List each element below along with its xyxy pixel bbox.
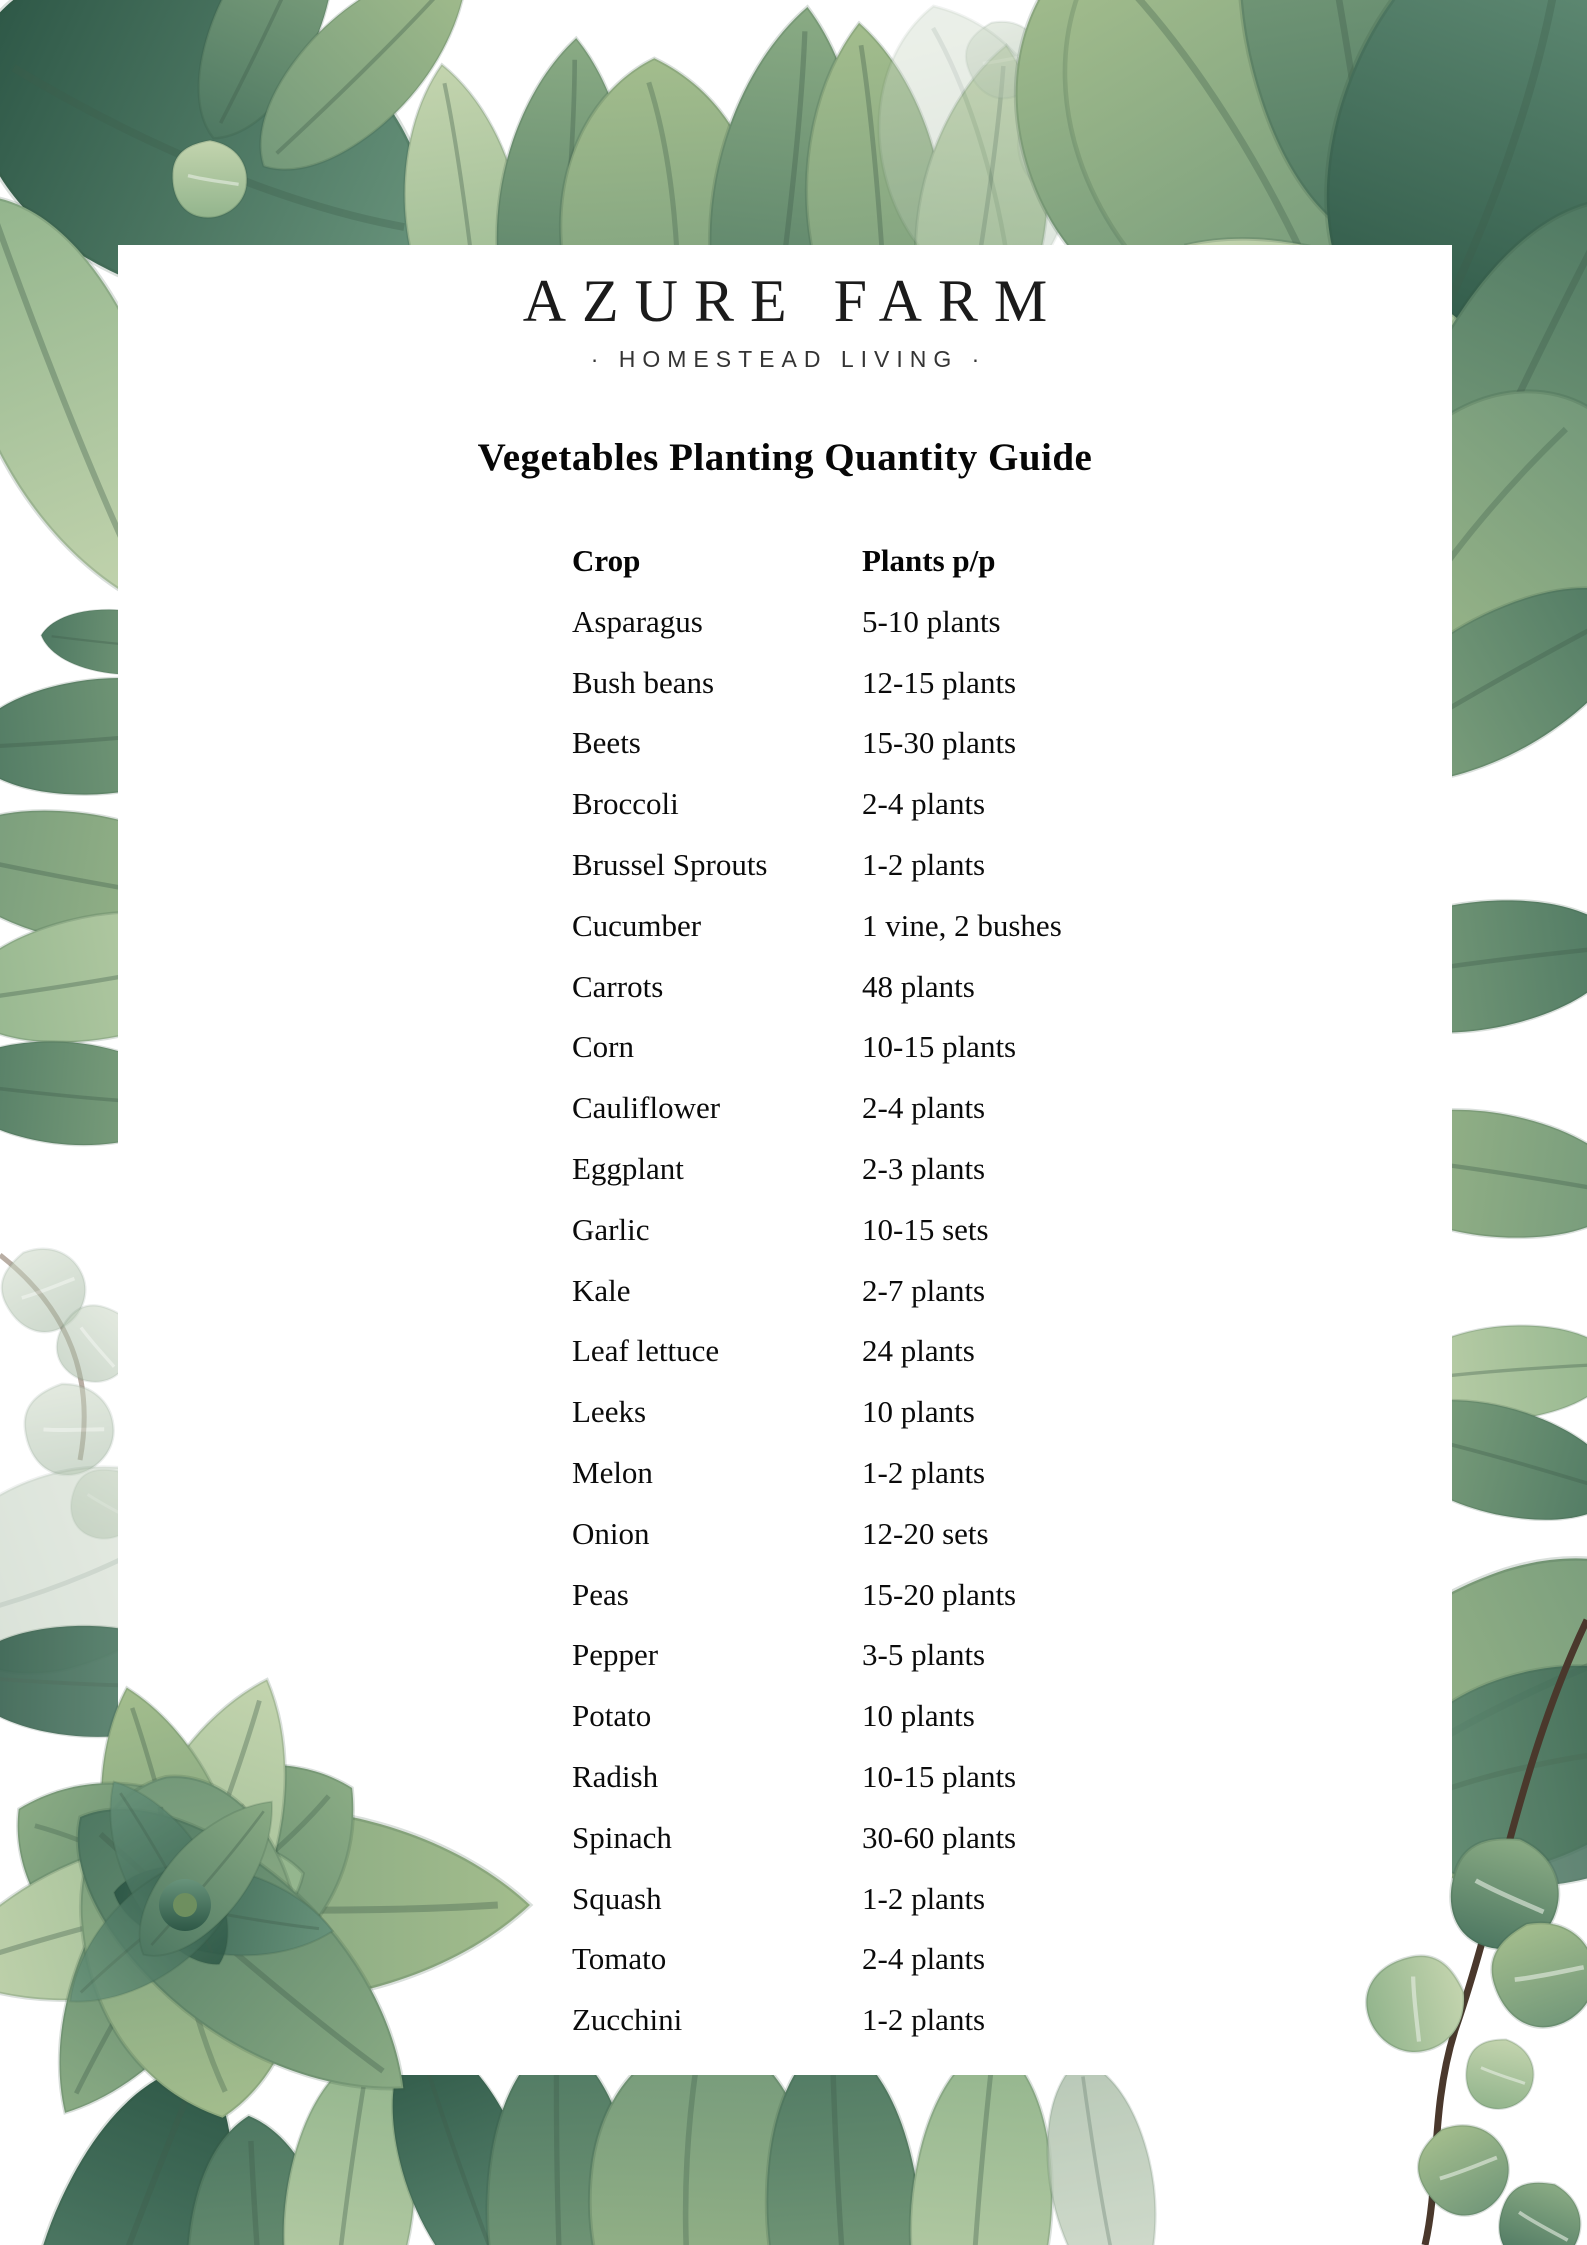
crop-quantity: 1-2 plants	[862, 846, 986, 882]
crop-name: Tomato	[572, 1941, 667, 1977]
crop-name: Zucchini	[572, 2002, 683, 2038]
crop-name: Leaf lettuce	[572, 1333, 720, 1369]
table-row	[572, 604, 1192, 665]
crop-quantity: 30-60 plants	[862, 1819, 1017, 1855]
table-row	[572, 725, 1192, 786]
crop-name: Broccoli	[572, 786, 679, 822]
crop-name: Peas	[572, 1576, 629, 1612]
brand-tagline: · HOMESTEAD LIVING ·	[590, 346, 987, 372]
crop-quantity: 3-5 plants	[862, 1637, 986, 1673]
crop-name: Kale	[572, 1272, 631, 1308]
crop-name: Asparagus	[572, 603, 703, 639]
table-row	[572, 1516, 1192, 1577]
crop-quantity: 48 plants	[862, 968, 975, 1004]
crop-quantity-table	[572, 543, 1192, 2063]
table-row	[572, 1698, 1192, 1759]
crop-quantity: 15-30 plants	[862, 725, 1017, 761]
crop-name: Melon	[572, 1454, 653, 1490]
crop-quantity: 5-10 plants	[862, 603, 1001, 639]
table-row	[572, 1941, 1192, 2002]
table-row	[572, 1759, 1192, 1820]
table-row	[572, 1212, 1192, 1273]
crop-name: Spinach	[572, 1819, 672, 1855]
crop-quantity: 1 vine, 2 bushes	[862, 907, 1062, 943]
table-row	[572, 1637, 1192, 1698]
table-row	[572, 1455, 1192, 1516]
table-row	[572, 847, 1192, 908]
table-row	[572, 1090, 1192, 1151]
crop-quantity: 1-2 plants	[862, 1880, 986, 1916]
crop-name: Cauliflower	[572, 1090, 721, 1126]
table-row	[572, 786, 1192, 847]
crop-quantity: 1-2 plants	[862, 1454, 986, 1490]
crop-name: Beets	[572, 725, 641, 761]
crop-name: Radish	[572, 1758, 659, 1794]
column-header-crop: Crop	[572, 543, 641, 578]
table-row	[572, 1820, 1192, 1881]
brand-logo	[118, 268, 1452, 371]
table-row	[572, 1394, 1192, 1455]
crop-quantity: 10-15 sets	[862, 1211, 989, 1247]
table-row	[572, 1881, 1192, 1942]
table-row	[572, 1577, 1192, 1638]
crop-quantity: 10-15 plants	[862, 1029, 1017, 1065]
crop-name: Garlic	[572, 1211, 650, 1247]
crop-quantity: 12-20 sets	[862, 1515, 989, 1551]
crop-name: Bush beans	[572, 664, 715, 700]
brand-name: AZURE FARM	[522, 268, 1064, 334]
crop-quantity: 10-15 plants	[862, 1758, 1017, 1794]
crop-name: Cucumber	[572, 907, 702, 943]
crop-name: Leeks	[572, 1394, 647, 1430]
crop-quantity: 24 plants	[862, 1333, 975, 1369]
crop-quantity: 2-7 plants	[862, 1272, 986, 1308]
crop-name: Potato	[572, 1698, 652, 1734]
crop-name: Eggplant	[572, 1150, 684, 1186]
crop-quantity: 12-15 plants	[862, 664, 1017, 700]
table-row	[572, 908, 1192, 969]
crop-quantity: 2-3 plants	[862, 1150, 986, 1186]
crop-quantity: 1-2 plants	[862, 2002, 986, 2038]
table-row	[572, 969, 1192, 1030]
page-title: Vegetables Planting Quantity Guide	[477, 436, 1093, 479]
table-header-row	[572, 543, 1192, 604]
crop-quantity: 2-4 plants	[862, 1941, 986, 1977]
table-row	[572, 2002, 1192, 2063]
crop-name: Corn	[572, 1029, 634, 1065]
crop-quantity: 10 plants	[862, 1698, 975, 1734]
crop-name: Carrots	[572, 968, 664, 1004]
crop-quantity: 15-20 plants	[862, 1576, 1017, 1612]
table-row	[572, 1029, 1192, 1090]
crop-quantity: 2-4 plants	[862, 1090, 986, 1126]
table-row	[572, 1333, 1192, 1394]
table-row	[572, 665, 1192, 726]
crop-quantity: 10 plants	[862, 1394, 975, 1430]
crop-quantity: 2-4 plants	[862, 786, 986, 822]
crop-table-body	[572, 604, 1192, 2063]
column-header-quantity: Plants p/p	[862, 543, 996, 578]
table-row	[572, 1151, 1192, 1212]
crop-name: Squash	[572, 1880, 662, 1916]
crop-name: Brussel Sprouts	[572, 846, 768, 882]
crop-name: Pepper	[572, 1637, 659, 1673]
crop-name: Onion	[572, 1515, 650, 1551]
table-row	[572, 1273, 1192, 1334]
